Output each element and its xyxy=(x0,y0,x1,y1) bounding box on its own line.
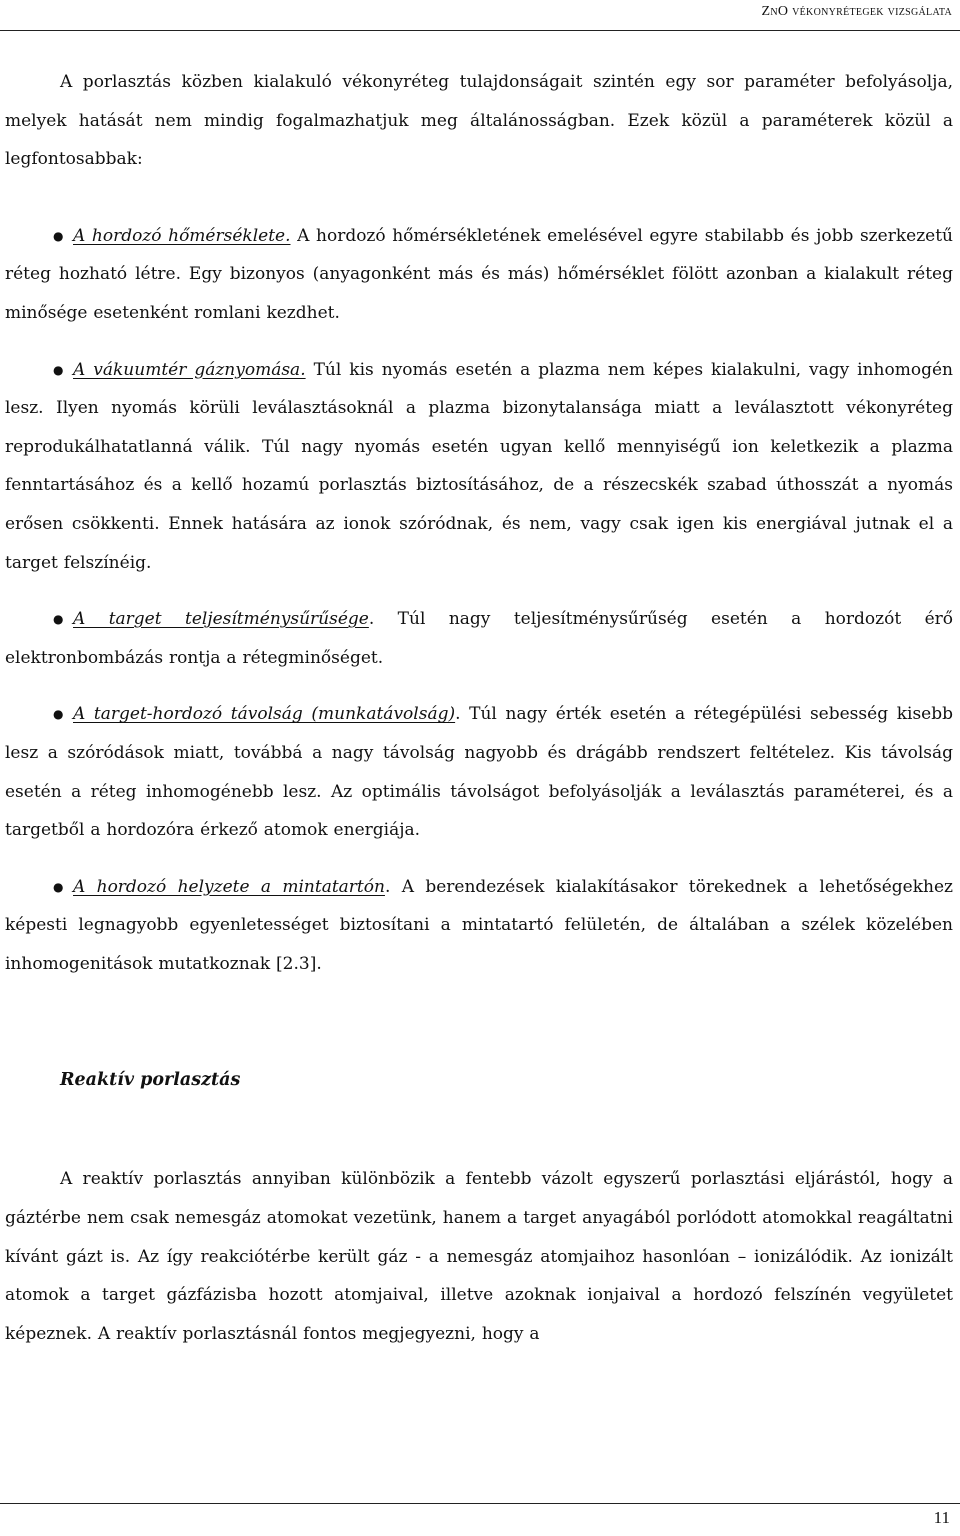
parameter-description: . Túl nagy érték esetén a rétegépülési sebesség kisebb lesz a szóródások miatt, továbbá a nagy távolság nagyobb és drágább rendszert feltételez. Kis távolság esetén a réteg inhomogénebb lesz. Az optimális távolságot befolyásolják a leválasztás paraméterei, és a targetből a hordozóra érkező atomok energiája. xyxy=(5,704,953,841)
page-number: 11 xyxy=(933,1508,950,1527)
parameter-term: A vákuumtér gáznyomása. xyxy=(73,359,306,380)
parameter-item-vacuum-pressure xyxy=(5,351,953,583)
parameter-term: A hordozó helyzete a mintatartón xyxy=(73,876,385,897)
running-header-title: ZnO vékonyrétegek vizsgálata xyxy=(761,4,952,19)
parameter-item-substrate-position xyxy=(5,868,953,984)
parameter-description: A hordozó hőmérsékletének emelésével egyre stabilabb és jobb szerkezetű réteg hozható létre. Egy bizonyos (anyagonként más és más) hőmérséklet fölött azonban a kialakult réteg minősége esetenként romlani kezdhet. xyxy=(5,225,953,323)
bullet-icon: ● xyxy=(53,879,64,894)
document-body xyxy=(5,63,953,1353)
reactive-sputtering-paragraph: A reaktív porlasztás annyiban különbözik a fentebb vázolt egyszerű porlasztási eljárástól, hogy a gáztérbe nem csak nemesgáz atomokat vezetünk, hanem a target anyagából porlódott atomokkal reagáltatni kívánt gázt is. Az így reakciótérbe került gáz - a nemesgáz atomjaihoz hasonlóan – ionizálódik. Az ionizált atomok a target gázfázisba hozott atomjaival, illetve azoknak ionjaival a hordozó felszínén vegyületet képeznek. A reaktív porlasztásnál fontos megjegyezni, hogy a xyxy=(5,1169,953,1344)
bullet-icon: ● xyxy=(53,707,64,722)
parameter-description: Túl kis nyomás esetén a plazma nem képes kialakulni, vagy inhomogén lesz. Ilyen nyomás körüli leválasztásoknál a plazma bizonytalansága miatt a leválasztott vékonyréteg reprodukálhatatlanná válik. Túl nagy nyomás esetén ugyan kellő mennyiségű ion keletkezik a plazma fenntartásához és a kellő hozamú porlasztás biztosításához, de a részecskék szabad úthosszát a nyomás erősen csökkenti. Ennek hatására az ionok szóródnak, és nem, vagy csak igen kis energiával jutnak el a target felszínéig. xyxy=(5,359,953,573)
bullet-icon: ● xyxy=(53,228,64,243)
parameter-item-substrate-temperature xyxy=(5,217,953,333)
section-heading-reactive-sputtering: Reaktív porlasztás xyxy=(60,1070,241,1091)
parameter-item-target-substrate-distance xyxy=(5,695,953,849)
parameter-description: . Túl nagy teljesítménysűrűség esetén a hordozót érő elektronbombázás rontja a rétegminőséget. xyxy=(5,609,953,668)
parameter-term: A target teljesítménysűrűsége xyxy=(73,609,369,630)
parameter-term: A hordozó hőmérséklete. xyxy=(73,225,291,246)
footer-divider xyxy=(0,1503,960,1504)
bullet-icon: ● xyxy=(53,612,64,627)
intro-paragraph: A porlasztás közben kialakuló vékonyréteg tulajdonságait szintén egy sor paraméter befolyásolja, melyek hatását nem mindig fogalmazhatjuk meg általánosságban. Ezek közül a paraméterek közül a legfontosabbak: xyxy=(5,72,953,170)
page-header xyxy=(0,0,960,31)
bullet-icon: ● xyxy=(53,362,64,377)
parameter-item-target-power-density xyxy=(5,600,953,677)
parameter-description: . A berendezések kialakításakor törekednek a lehetőségekhez képesti legnagyobb egyenletességet biztosítani a mintatartó felületén, de általában a szélek közelében inhomogenitások mutatkoznak [2.3]. xyxy=(5,876,953,974)
parameter-term: A target-hordozó távolság (munkatávolság) xyxy=(73,704,456,725)
